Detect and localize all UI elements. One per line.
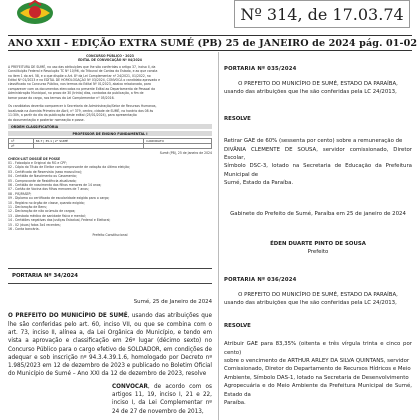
left-column-bottom xyxy=(8,298,212,416)
checklist-item: 06 - Certidão de nascimento dos filhos menores de 14 anos; xyxy=(8,182,102,187)
checklist-item: 04 - Certidão de Nascimento ou Casamento; xyxy=(8,174,77,179)
convocation-table xyxy=(8,138,212,149)
portaria-35-body xyxy=(224,137,412,187)
checklist-item: 13 - Atestado médico de sanidade física e mental; xyxy=(8,213,86,218)
portaria-34-para2-lead: CONVOCAR xyxy=(112,383,148,390)
edital-body-line: tomar posse do cargo, nos termos da Lei Complementar nº 05/2016. xyxy=(8,95,115,100)
checklist-item: 11 - Declaração de Bens; xyxy=(8,204,47,209)
portaria-34-para1-lead: O PREFEITO DO MUNICÍPIO DE SUMÉ xyxy=(8,313,128,320)
right-column xyxy=(224,66,412,407)
header-top-rule xyxy=(8,35,412,36)
edital-body-line: no item 1 do art. 58, e o que dispõe o Art. 8º da Lei Complementar nº 24/2021, 01/2022, no xyxy=(8,73,151,78)
checklist-item: 02 - Cópia do Título de Eleitor com comprovante de votação da última eleição; xyxy=(8,165,130,170)
portaria-35-body-line: DIVÂNIA CLEMENTE DE SOUSA, servidor comissionado, Diretor Escolar, xyxy=(224,146,412,162)
checklist-item: 10 - Registro no órgão de classe, quando exigido; xyxy=(8,200,85,205)
table-cell: 1º xyxy=(9,139,34,144)
edital-body-line: Edital Nº 01/2023 e no EDITAL DE HOMOLOGAÇÃO Nº 03/2024, CONVOCA o candidato aprovado e xyxy=(8,78,160,83)
edition-line: ANO XXII - EDIÇÃO EXTRA SUMÉ (PB) 25 de JANEIRO de 2024 pág. 01-02 xyxy=(8,38,418,49)
portaria-35-title: PORTARIA Nº 035/2024 xyxy=(224,66,297,72)
portaria-36-body xyxy=(224,340,412,407)
table-row xyxy=(9,144,212,149)
portaria-35-body-line: Sumé, Estado da Paraíba. xyxy=(224,180,294,187)
checklist-item: 09 - Diploma ou certificado de escolaridade exigida para o cargo; xyxy=(8,196,110,201)
edital-body-line: Administração Municipal, no prazo de 30 (trinta) dias, contados da publicação, a fim de xyxy=(8,91,144,96)
portaria-36-intro2: usando das atribuições que lhe são conferidas pela LC 24/2013, xyxy=(224,300,397,307)
column-divider xyxy=(218,52,219,420)
edital-body xyxy=(8,65,212,122)
portaria-34-para2-rest: , de acordo com os artigos 11, 19, inciso I, 21 e 22, inciso I, da Lei Complementar nº 24 de 27 de novembro de 2013, xyxy=(112,383,212,415)
portaria-34-para1-rest: , usando das atribuições que lhe são conferidas pelo art. 60, inciso VII, ou que se combina com o art. 73, inciso II, alínea a, da Lei Orgânica do Município, e tendo em vista a aprovação e classificação em 26º lugar (décimo sexto) no Concurso Público para o cargo efetivo de SOLDADOR, em condições de adequar e sob inscrição nº 94.3.4.39.1.6, homologado por Decreto nº 1.985/2023 em 12 de dezembro de 2023 e publicado no Boletim Oficial do Município de Sumé – Ano XXI da 12 de dezembro de 2023, resolve xyxy=(8,313,212,378)
table-cell: CANDIDATO xyxy=(144,139,212,144)
portaria-36-body-line: Atribuir GAE para 83,35% (oitenta e três vírgula trinta e cinco por cento) xyxy=(224,341,412,356)
portaria-36-body-line: Comissionado, Diretor do Departamento de Recursos Hídricos e Meio xyxy=(224,366,411,373)
edital-body-line: classificado no Concurso Público, nos termos do Edital Nº 01/2023, abaixo relacionado, para xyxy=(8,82,151,87)
portaria-36-body-line: Paraíba. xyxy=(224,399,246,406)
edital-body-line: Os candidatos deverão comparecer à Secretaria de Administração/Setor de Recursos Humanos, xyxy=(8,104,157,109)
edital-body-line: 11:30h, a partir do dia da publicação deste edital (25/01/2024), para apresentação xyxy=(8,113,137,118)
signer-name: ÉDEN DUARTE PINTO DE SOUSA xyxy=(270,241,366,248)
concurso-title: CONCURSO PÚBLICO - 2023 xyxy=(86,54,134,58)
portaria-36-title: PORTARIA Nº 036/2024 xyxy=(224,276,297,283)
header-bottom-rule xyxy=(8,50,412,51)
portaria-36-resolve: RESOLVE xyxy=(224,322,251,329)
portaria-36-body-line: sobre o vencimento de ARTHUR ARLEY DA SILVA QUINTANS, servidor xyxy=(224,357,410,364)
edital-body-line: localizada na Avenida Primeiro de Abril, nº 379, centro, cidade de SUMÉ, no horário das 08 às xyxy=(8,108,154,113)
gazette-header xyxy=(0,0,420,36)
edital-date: Sumé (PB), 25 de Janeiro de 2024 xyxy=(159,151,212,156)
checklist-item: 16 - Conta bancária. xyxy=(8,227,40,231)
checklist-item: 15 - 02 (duas) fotos 3x4 recentes; xyxy=(8,222,61,227)
left-column-top xyxy=(8,54,212,238)
checklist-item: 03 - Certificado de Reservista (sexo masculino); xyxy=(8,169,83,174)
portaria-35-intro2: usando das atribuições que lhe são conferidas pela LC 24/2013, xyxy=(224,89,397,96)
edital-body-line: comparecer com os documentos elencados no presente Edital ao Departamento de Pessoal da xyxy=(8,86,155,91)
portaria-36-body-line: Ambiente, Símbolo DAS-1, lotado na Secretaria de Desenvolvimento xyxy=(224,374,409,381)
portaria-34-para2 xyxy=(8,383,212,416)
edital-signature: Prefeito Constitucional xyxy=(92,233,128,238)
table-cell xyxy=(33,144,143,149)
cargo-bar: PROFESSOR DE ENSINO FUNDAMENTAL I xyxy=(8,131,212,136)
portaria-36-body-line: Agropecuária e do Meio Ambiente da Prefeitura Municipal de Sumé, Estado da xyxy=(224,383,412,398)
municipal-logo-icon xyxy=(14,0,56,26)
checklist-item: 05 - Comprovante de Residência atualizado; xyxy=(8,178,77,183)
signer-role: Prefeito xyxy=(307,249,329,256)
edital-body-line: da documentação e posterior nomeação e posse. xyxy=(8,117,85,122)
checklist-item: 01 - Fotocópia e Original do RG e CPF; xyxy=(8,160,68,165)
edital-title: EDITAL DE CONVOCAÇÃO Nº 04/2024 xyxy=(78,58,142,63)
table-cell: 84.7 | 35.1 | 2° SUMÉ xyxy=(33,139,143,144)
edital-body-line: Constituição Federal e Resolução TC Nº 10/96, do Tribunal de Contas do Estado, e ao que consta xyxy=(8,69,158,74)
table-cell xyxy=(144,144,212,149)
portaria-35-resolve: RESOLVE xyxy=(224,115,251,122)
checklist-title: CHECK-LIST DOSSIÊ DE POSSE xyxy=(8,156,61,161)
issue-number: Nº 314, de 17.03.74 xyxy=(234,0,410,28)
table-cell: 2º xyxy=(9,144,34,149)
portaria-35-body-line: Retirar GAE de 60% (sessenta por cento) sobre a remuneração de xyxy=(224,138,403,145)
edital-body-line: A PREFEITURA DE SUMÉ, no uso das atribuições que lhe são conferidas o artigo 37, inciso II, da xyxy=(8,64,156,69)
checklist-item: 14 - Certidões negativas das Justiças Estadual, Federal e Eleitoral; xyxy=(8,218,111,223)
checklist xyxy=(8,161,212,232)
portaria-35-body-line: Símbolo DSC-3, lotado na Secretaria de Educação da Prefeitura Municipal de xyxy=(224,163,412,178)
checklist-item: 12 - Declaração de não acúmulo de cargos; xyxy=(8,209,76,214)
portaria-34-para1 xyxy=(8,312,212,378)
portaria-34-title: PORTARIA Nº 34/2024 xyxy=(8,268,212,284)
checklist-item: 07 - Cartão de Vacina dos filhos menores de 7 anos; xyxy=(8,187,89,192)
checklist-item: 08 - PIS/PASEP; xyxy=(8,191,32,196)
ordem-bar: ORDEM CLASSIFICATÓRIA xyxy=(8,124,212,129)
portaria-34-date: Sumé, 25 de Janeiro de 2024 xyxy=(133,299,212,305)
portaria-35-intro1: O PREFEITO DO MUNICÍPIO DE SUMÉ, ESTADO DA PARAÍBA, xyxy=(238,81,398,87)
gabinete-line: Gabinete do Prefeito de Sumé, Paraíba em 25 de janeiro de 2024 xyxy=(230,210,406,217)
portaria-36-intro1: O PREFEITO DO MUNICÍPIO DE SUMÉ, ESTADO DA PARAÍBA, xyxy=(238,291,398,298)
